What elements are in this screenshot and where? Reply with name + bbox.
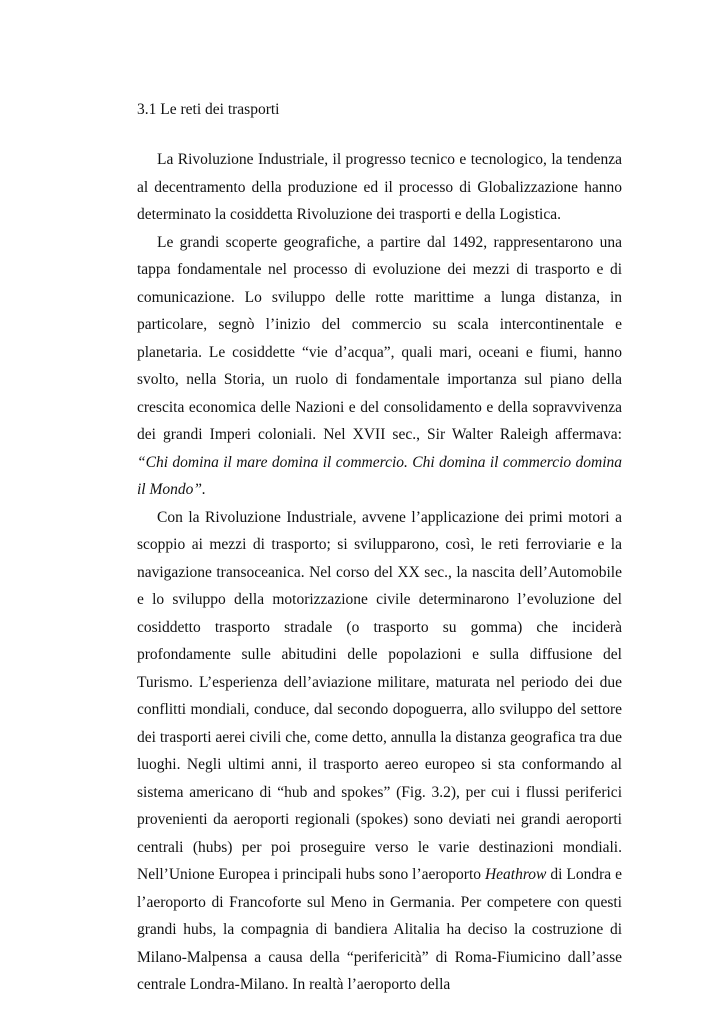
- raleigh-quote: “Chi domina il mare domina il commercio. Chi domina il commercio domina il Mondo”.: [137, 453, 622, 498]
- paragraph-3: [137, 504, 622, 999]
- heathrow-term: Heathrow: [484, 866, 547, 883]
- paragraph-1-text: La Rivoluzione Industriale, il progresso tecnico e tecnologico, la tendenza al decentramento della produzione ed il processo di Globalizzazione hanno determinato la cosiddetta Rivoluzione dei trasporti e della Logistica.: [137, 151, 622, 223]
- paragraph-2-text: Le grandi scoperte geografiche, a partire dal 1492, rappresentarono una tappa fondamentale nel processo di evoluzione dei mezzi di trasporto e di comunicazione. Lo sviluppo delle rotte marittime a lunga distanza, in particolare, segnò l’inizio del commercio su scala intercontinentale e planetaria. Le cosiddette “vie d’acqua”, quali mari, oceani e fiumi, hanno svolto, nella Storia, un ruolo di fondamentale importanza sul piano della crescita economica delle Nazioni e del consolidamento e della sopravvivenza dei grandi Imperi coloniali. Nel XVII sec., Sir Walter Raleigh affermava:: [137, 233, 622, 443]
- paragraph-1: [137, 146, 622, 229]
- body-text: [137, 146, 622, 999]
- section-heading: 3.1 Le reti dei trasporti: [137, 101, 280, 118]
- paragraph-2: [137, 229, 622, 504]
- paragraph-3-text-part2: di Londra e l’aeroporto di Francoforte sul Meno in Germania. Per competere con questi grandi hubs, la compagnia di bandiera Alitalia ha deciso la costruzione di Milano-Malpensa a causa della “perifericità” di Roma-Fiumicino dall’asse centrale Londra-Milano. In realtà l’aeroporto della: [137, 866, 622, 993]
- paragraph-3-text-part1: Con la Rivoluzione Industriale, avvene l’applicazione dei primi motori a scoppio ai mezzi di trasporto; si svilupparono, così, le reti ferroviarie e la navigazione transoceanica. Nel corso del XX sec., la nascita dell’Automobile e lo sviluppo della motorizzazione civile determinarono l’evoluzione del cosiddetto trasporto stradale (o trasporto su gomma) che inciderà profondamente sulle abitudini delle popolazioni e sulla diffusione del Turismo. L’esperienza dell’aviazione militare, maturata nel periodo dei due conflitti mondiali, conduce, dal secondo dopoguerra, allo sviluppo del settore dei trasporti aerei civili che, come detto, annulla la distanza geografica tra due luoghi. Negli ultimi anni, il trasporto aereo europeo si sta conformando al sistema americano di “hub and spokes” (Fig. 3.2), per cui i flussi periferici provenienti da aeroporti regionali (spokes) sono deviati nei grandi aeroporti centrali (hubs) per poi proseguire verso le varie destinazioni mondiali. Nell’Unione Europea i principali hubs sono l’aeroporto: [137, 508, 622, 883]
